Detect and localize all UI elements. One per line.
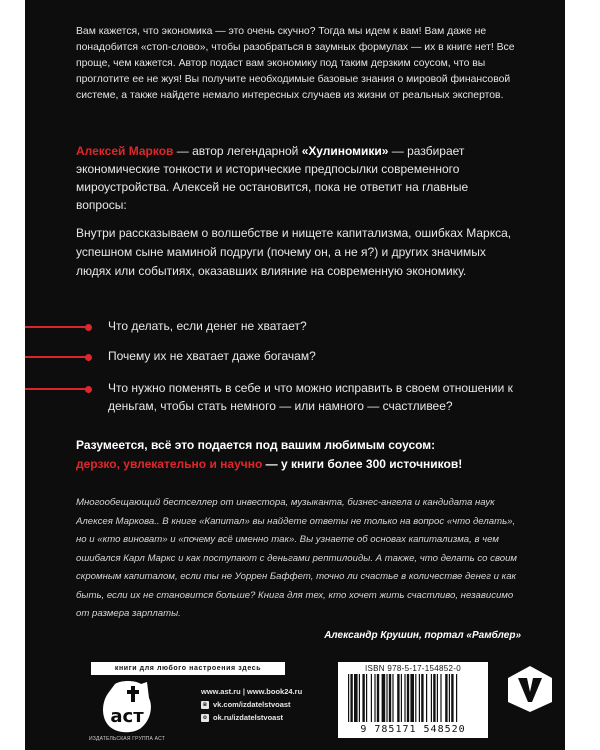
barcode-bar (404, 674, 405, 722)
summary-highlight: дерзко, увлекательно и научно (76, 457, 263, 471)
vk-icon: в (201, 701, 209, 709)
barcode-bar (433, 674, 435, 722)
barcode-bar (421, 674, 423, 722)
review-author: Александр Крушин, портал «Рамблер» (324, 630, 521, 641)
bullet-dot-icon (85, 324, 92, 331)
websites-link[interactable]: www.ast.ru | www.book24.ru (201, 687, 303, 696)
author-text-b: — разбирает экономические тонкости и исторические предпосылки современного мироустройства. Алексей не остановится, пока не ответит на главные вопросы: (76, 144, 469, 212)
ast-logo (95, 680, 165, 738)
publisher-links (201, 685, 321, 724)
barcode-bar (354, 674, 358, 722)
barcode-bar (445, 674, 447, 722)
tagline-banner: книги для любого настроения здесь (91, 662, 285, 675)
isbn-text: ISBN 978-5-17-154852-0 (365, 664, 461, 673)
summary-rest: — у книги более 300 источников! (262, 457, 463, 471)
barcode-bar (407, 674, 409, 722)
barcode-digits: 9 785171 548520 (360, 724, 466, 735)
author-paragraph (76, 142, 521, 214)
isbn-barcode-box (338, 662, 488, 738)
vk-link[interactable]: vk.com/izdatelstvoast (213, 700, 291, 709)
barcode-bar (437, 674, 438, 722)
barcode-bar (382, 674, 386, 722)
barcode-bar (415, 674, 416, 722)
barcode-bar (401, 674, 402, 722)
question-text: Что нужно поменять в себе и что можно исправить в своем отношении к деньгам, чтобы стать немного — или намного — счастливее? (108, 381, 513, 413)
ast-logo-text: аст (110, 706, 144, 727)
red-rule (25, 326, 87, 328)
summary-paragraph (76, 436, 536, 474)
review-quote: Многообещающий бестселлер от инвестора, музыканта, бизнес-ангела и кандидата наук Алексея Маркова.. В книге «Капитал» вы найдете ответы не только на вопрос «что делать», но и «кто виноват» и «почему всё именно так». Вы узнаете об основах капитализма, в чем ошибался Карл Маркс и как поступают с деньгами рептилоиды. А также, что делать со своим скромным капиталом, если ты не Уоррен Баффет, точно ли счастье в количестве денег и как быть, если их не становится больше? Книга для тех, кто хочет жить счастливо, независимо от размера зарплаты. (76, 497, 517, 619)
barcode-bar (397, 674, 399, 722)
barcode-bar (350, 674, 352, 722)
barcode-bar (359, 674, 360, 722)
barcode-bar (374, 674, 375, 722)
publisher-caption: ИЗДАТЕЛЬСКАЯ ГРУППА АСТ (89, 736, 165, 742)
barcode-bar (366, 674, 367, 722)
red-rule (25, 356, 87, 358)
vk-row (201, 698, 321, 711)
barcode-bar (449, 674, 450, 722)
barcode-bar (440, 674, 441, 722)
websites-row (201, 685, 321, 698)
bullet-dot-icon (85, 354, 92, 361)
question-text: Почему их не хватает даже богачам? (108, 349, 316, 363)
barcode-bar (389, 674, 391, 722)
red-rule (25, 388, 87, 390)
barcode (344, 674, 482, 724)
v-publisher-logo (505, 664, 555, 714)
intro-paragraph: Вам кажется, что экономика — это очень скучно? Тогда мы идем к вам! Вам даже не понадобится «стоп-слово», чтобы разобраться в заумных формулах — их в книге нет! Все проще, чем кажется. Автор подаст вам экономику под таким дерзким соусом, что вы проглотите ее не жуя! Вы получите необходимые базовые знания о мировой финансовой системе, а также найдете немало интересных случаев из жизни от реальных экспертов. (76, 26, 515, 101)
ok-icon: о (201, 714, 209, 722)
barcode-bar (410, 674, 414, 722)
author-text-a: — автор легендарной (173, 144, 302, 158)
barcode-bar (362, 674, 364, 722)
question-text: Что делать, если денег не хватает? (108, 319, 307, 333)
book-back-cover (25, 0, 565, 750)
barcode-bar (386, 674, 387, 722)
summary-line-1: Разумеется, всё это подается под вашим любимым соусом: (76, 438, 436, 452)
barcode-bar (431, 674, 432, 722)
barcode-bar (451, 674, 453, 722)
barcode-bar (456, 674, 457, 722)
bullet-dot-icon (85, 386, 92, 393)
author-name: Алексей Марков (76, 144, 174, 158)
barcode-bar (426, 674, 427, 722)
barcode-bar (377, 674, 379, 722)
barcode-bar (419, 674, 420, 722)
inside-paragraph: Внутри рассказываем о волшебстве и нищете капитализма, ошибках Маркса, успешном сыне маминой подруги (почему он, а не я?) и других значимых людях или событиях, оказавших влияние на современную экономику. (76, 226, 512, 278)
ok-row (201, 711, 321, 724)
barcode-bar (371, 674, 372, 722)
barcode-bar (348, 674, 349, 722)
barcode-bar (392, 674, 393, 722)
book-title: «Хулиномики» (301, 144, 389, 158)
ok-link[interactable]: ok.ru/izdatelstvoast (213, 713, 284, 722)
